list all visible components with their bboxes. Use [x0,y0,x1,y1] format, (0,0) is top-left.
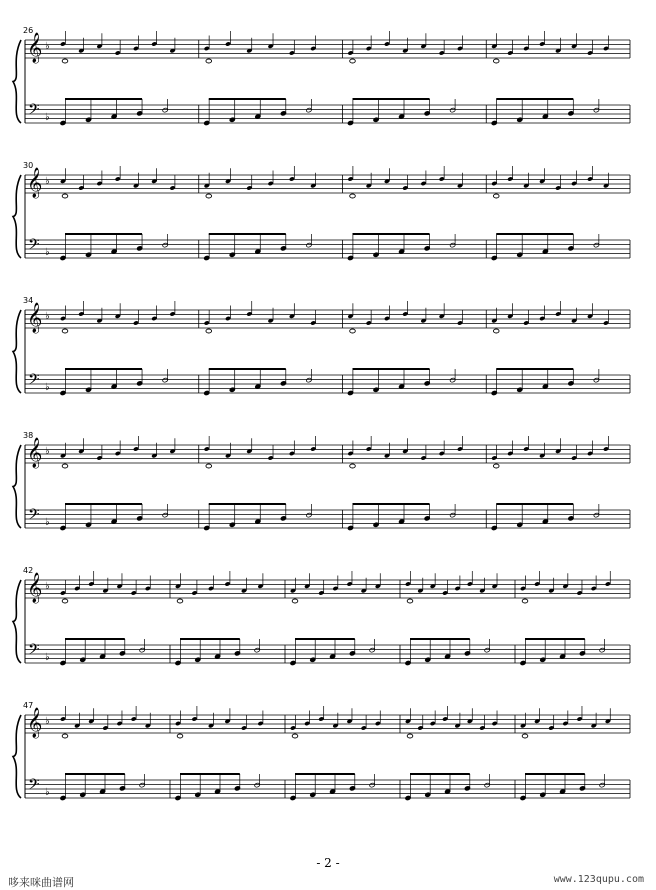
watermark-site-url: www.123qupu.com [553,874,644,885]
note-head [350,329,356,333]
page-number: - 2 - [316,856,340,870]
note-head [493,59,499,63]
treble-clef: 𝄞 [27,438,43,468]
measure-number: 38 [23,431,34,440]
bass-clef: 𝄢 [28,641,40,662]
treble-staff [25,40,630,58]
note-head [62,464,68,468]
note-head [206,59,212,63]
note-head [177,734,183,738]
treble-staff [25,175,630,193]
note-head [62,734,68,738]
bass-staff [25,105,630,123]
bass-staff [25,645,630,663]
key-signature-flat: ♭ [45,382,50,393]
note-head [62,59,68,63]
brace [13,175,21,258]
bass-staff [25,240,630,258]
note-head [292,734,298,738]
measure-number: 30 [23,161,34,170]
note-head [350,59,356,63]
note-head [206,464,212,468]
system [13,26,630,126]
treble-clef: 𝄞 [27,573,43,603]
bass-clef: 𝄢 [28,506,40,527]
note-head [407,734,413,738]
note-head [522,734,528,738]
measure-number: 47 [23,701,34,710]
brace [13,715,21,798]
brace [13,580,21,663]
key-signature-flat: ♭ [45,581,50,592]
note-head [522,599,528,603]
note-head [206,194,212,198]
treble-clef: 𝄞 [27,33,43,63]
key-signature-flat: ♭ [45,787,50,798]
system [13,161,630,261]
key-signature-flat: ♭ [45,716,50,727]
measure-number: 42 [23,566,34,575]
note-head [407,599,413,603]
measure-number: 34 [23,296,34,305]
treble-clef: 𝄞 [27,303,43,333]
measure-number: 26 [23,26,34,35]
note-head [292,599,298,603]
bass-clef: 𝄢 [28,371,40,392]
key-signature-flat: ♭ [45,112,50,123]
system [13,566,630,666]
bass-clef: 𝄢 [28,236,40,257]
bass-staff [25,780,630,798]
brace [13,40,21,123]
note-head [493,464,499,468]
system [13,296,630,396]
note-head [177,599,183,603]
note-head [493,329,499,333]
note-head [206,329,212,333]
note-head [62,599,68,603]
note-head [62,329,68,333]
key-signature-flat: ♭ [45,446,50,457]
treble-staff [25,310,630,328]
system [13,431,630,531]
key-signature-flat: ♭ [45,247,50,258]
bass-clef: 𝄢 [28,101,40,122]
key-signature-flat: ♭ [45,41,50,52]
system [13,701,630,801]
treble-clef: 𝄞 [27,708,43,738]
note-head [350,194,356,198]
note-head [350,464,356,468]
key-signature-flat: ♭ [45,517,50,528]
brace [13,445,21,528]
bass-clef: 𝄢 [28,776,40,797]
key-signature-flat: ♭ [45,652,50,663]
key-signature-flat: ♭ [45,311,50,322]
bass-staff [25,510,630,528]
treble-clef: 𝄞 [27,168,43,198]
watermark-site-name: 哆来咪曲谱网 [8,876,74,889]
bass-staff [25,375,630,393]
brace [13,310,21,393]
note-head [62,194,68,198]
key-signature-flat: ♭ [45,176,50,187]
note-head [493,194,499,198]
